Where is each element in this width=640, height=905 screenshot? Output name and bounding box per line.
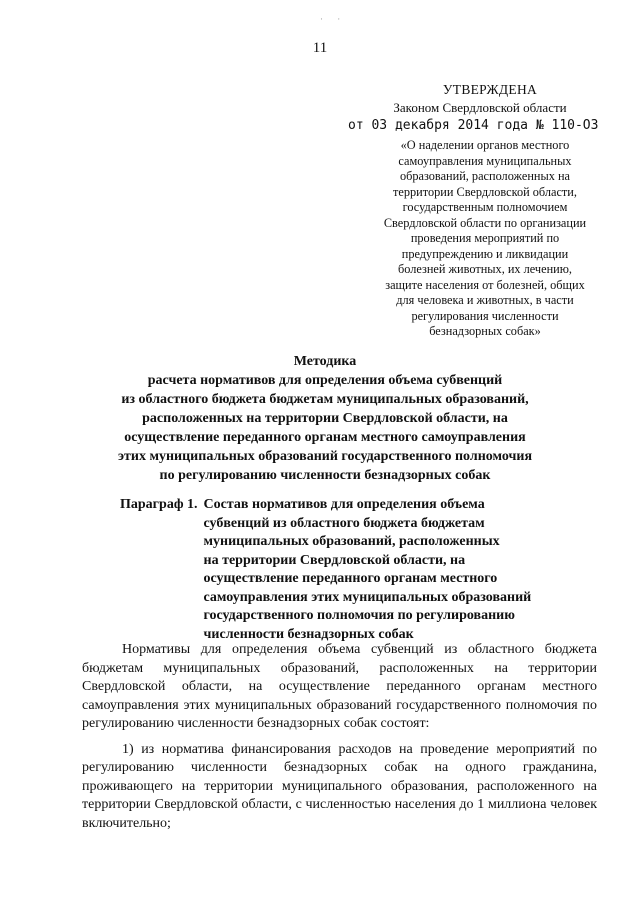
paragraph-title-line: численности безнадзорных собак	[203, 626, 414, 642]
approval-subject-line: «О наделении органов местного	[400, 138, 570, 152]
approval-date-line: от 03 декабря 2014 года № 110-ОЗ	[348, 118, 599, 133]
approval-subject	[360, 138, 610, 340]
approval-subject-line: проведения мероприятий по	[410, 231, 560, 245]
body-paragraph-item-1: 1) из норматива финансирования расходов на проведение мероприятий по регулированию численности безнадзорных собак на одного гражданина, проживающего на территории муниципального образования, расположенного на территории Свердловской области, с численностью населения до 1 миллиона человек включительно;	[82, 741, 597, 831]
paragraph-title-line: Состав нормативов для определения объема	[203, 497, 485, 512]
methodology-heading	[70, 352, 580, 485]
paragraph-title	[204, 496, 580, 644]
approval-subject-line: болезней животных, их лечению,	[398, 262, 572, 276]
methodology-line: по регулированию численности безнадзорных собак	[159, 468, 491, 483]
body-paragraph-intro: Нормативы для определения объема субвенций из областного бюджета бюджетам муниципальных образований, расположенных на территории Свердловской области, на осуществление переданного органам местного самоуправления этих муниципальных образований государственного полномочия по регулированию численности безнадзорных собак состоят:	[82, 642, 597, 731]
approval-subject-line: территории Свердловской области,	[393, 184, 577, 199]
methodology-line: осуществление переданного органам местного самоуправления	[124, 430, 526, 445]
scan-artifact: · ·	[320, 14, 347, 24]
approval-subject-line: самоуправления муниципальных	[398, 153, 572, 168]
approval-subject-line: регулирования численности	[411, 308, 559, 323]
methodology-line: этих муниципальных образований государственного полномочия	[117, 449, 533, 464]
approval-subject-line: предупреждению и ликвидации	[401, 246, 569, 261]
methodology-title: Методика	[293, 354, 357, 369]
paragraph-title-line: субвенций из областного бюджета бюджетам	[203, 515, 485, 531]
paragraph-label: Параграф 1.	[120, 497, 198, 512]
paragraph-title-line: на территории Свердловской области, на	[203, 552, 466, 568]
paragraph-title-line: осуществление переданного органам местного	[203, 571, 498, 586]
approval-law: Законом Свердловской области	[393, 100, 567, 115]
approval-block	[350, 82, 610, 133]
paragraph-title-line: муниципальных образований, расположенных	[203, 534, 500, 549]
approval-subject-line: государственным полномочием	[402, 200, 568, 214]
body-text	[82, 641, 597, 833]
methodology-line: из областного бюджета бюджетам муниципальных образований,	[121, 392, 529, 407]
methodology-line: расположенных на территории Свердловской области, на	[142, 411, 508, 426]
page-number: 11	[312, 40, 328, 56]
approval-subject-line: безнадзорных собак»	[429, 324, 541, 338]
paragraph-title-line: самоуправления этих муниципальных образований	[203, 589, 532, 605]
approval-subject-line: для человека и животных, в части	[396, 293, 574, 307]
approval-title: УТВЕРЖДЕНА	[442, 82, 538, 97]
paragraph-title-line: государственного полномочия по регулированию	[203, 608, 515, 623]
approval-subject-line: образований, расположенных на	[399, 169, 571, 183]
methodology-line: расчета нормативов для определения объема субвенций	[147, 373, 503, 388]
approval-subject-line: Свердловской области по организации	[383, 215, 587, 230]
approval-subject-line: защите населения от болезней, общих	[385, 277, 585, 292]
paragraph-heading	[120, 496, 580, 644]
